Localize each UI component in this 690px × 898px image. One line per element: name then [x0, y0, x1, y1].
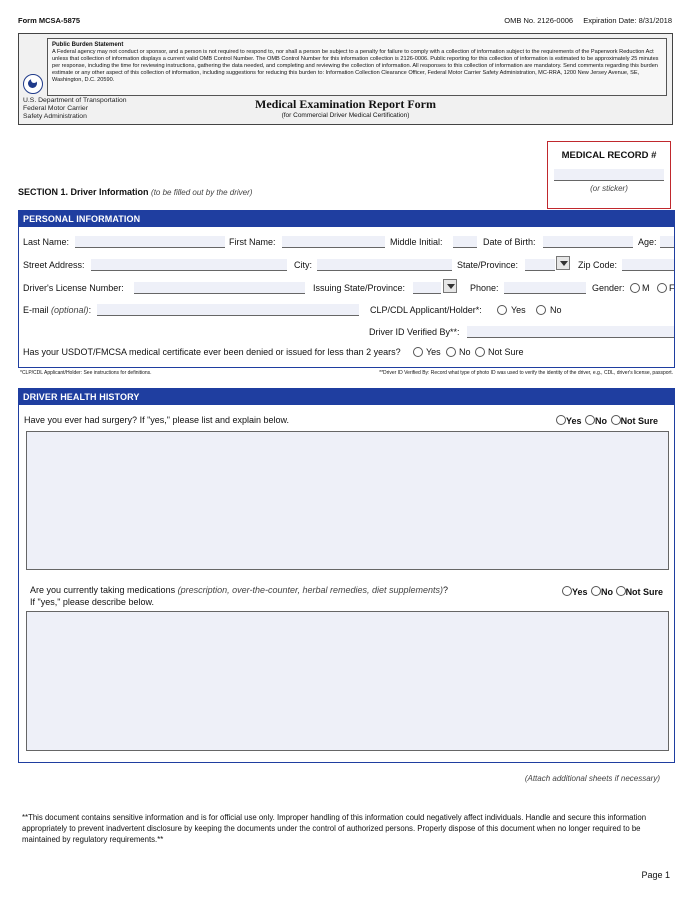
- sticker-note: (or sticker): [590, 184, 628, 193]
- section-1-heading: [18, 187, 252, 197]
- surgery-yes-radio[interactable]: [556, 415, 566, 425]
- driver-id-row: [23, 326, 670, 340]
- form-number: Form MCSA-5875: [18, 16, 81, 25]
- sensitive-information-notice: **This document contains sensitive information and is for official use only. Improper handling of this information could negatively affect individuals. Handle and secure this information appropriately to prevent inadvertent disclosure by keeping the documents under the control of authorized persons. Properly dispose of this document when no longer required to be maintained by regulatory requirements.**: [22, 813, 647, 844]
- medications-yes-radio[interactable]: [562, 586, 572, 596]
- clp-yes-label: Yes: [511, 305, 526, 315]
- driver-id-input[interactable]: [467, 326, 674, 338]
- email-row: [23, 304, 670, 318]
- email-label: [23, 305, 91, 315]
- middle-initial-input[interactable]: [453, 236, 477, 248]
- city-label: City:: [294, 260, 312, 270]
- section-1-title: SECTION 1. Driver Information: [18, 187, 149, 197]
- surgery-options: [556, 415, 658, 426]
- form-subtitle: (for Commercial Driver Medical Certification): [281, 112, 410, 119]
- medications-question-line2: If "yes," please describe below.: [30, 597, 154, 607]
- medications-question-text: Are you currently taking medications: [30, 585, 178, 595]
- page-number: Page 1: [641, 870, 670, 880]
- medications-no-label: No: [601, 587, 614, 597]
- denied-not-sure-label: Not Sure: [488, 347, 524, 357]
- medications-no-radio[interactable]: [591, 586, 601, 596]
- state-select[interactable]: [525, 259, 555, 271]
- medications-not-sure-radio[interactable]: [616, 586, 626, 596]
- personal-footnotes: [18, 370, 675, 378]
- denied-question: Has your USDOT/FMCSA medical certificate ever been denied or issued for less than 2 years?: [23, 347, 401, 357]
- medical-record-title: MEDICAL RECORD #: [561, 150, 657, 161]
- zip-input[interactable]: [622, 259, 674, 271]
- license-label: Driver's License Number:: [23, 283, 124, 293]
- clp-footnote: *CLP/CDL Applicant/Holder: See instructions for definitions.: [20, 370, 152, 376]
- gender-f-label: F: [669, 283, 675, 293]
- surgery-no-radio[interactable]: [585, 415, 595, 425]
- denied-row: [23, 346, 670, 360]
- state-label: State/Province:: [457, 260, 519, 270]
- issuing-state-label: Issuing State/Province:: [313, 283, 406, 293]
- denied-yes-radio[interactable]: [413, 347, 423, 357]
- medical-record-box: [547, 141, 671, 209]
- medications-question-note: (prescription, over-the-counter, herbal remedies, diet supplements): [177, 585, 444, 595]
- form-top-bar: [18, 16, 672, 28]
- issuing-state-select[interactable]: [413, 282, 441, 294]
- expiration-date: Expiration Date: 8/31/2018: [583, 16, 672, 25]
- gender-m-radio[interactable]: [630, 283, 640, 293]
- driver-id-footnote: **Driver ID Verified By: Record what type of photo ID was used to verify the identity of the driver, e.g., CDL, driver's license, passport.: [379, 370, 673, 376]
- first-name-input[interactable]: [282, 236, 385, 248]
- agency-line-3: Safety Administration: [23, 113, 87, 120]
- name-row: [23, 236, 670, 250]
- address-row: [23, 259, 670, 273]
- surgery-not-sure-radio[interactable]: [611, 415, 621, 425]
- clp-no-label: No: [550, 305, 562, 315]
- medications-not-sure-label: Not Sure: [625, 587, 664, 597]
- last-name-input[interactable]: [75, 236, 225, 248]
- first-name-label: First Name:: [229, 237, 276, 247]
- personal-information-panel: [18, 210, 675, 368]
- denied-not-sure-radio[interactable]: [475, 347, 485, 357]
- street-input[interactable]: [91, 259, 287, 271]
- medications-yes-label: Yes: [572, 587, 588, 597]
- driver-health-history-panel: [18, 388, 675, 763]
- age-input[interactable]: [660, 236, 674, 248]
- phone-input[interactable]: [504, 282, 586, 294]
- gender-f-radio[interactable]: [657, 283, 667, 293]
- email-label-text: E-mail: [23, 305, 49, 315]
- middle-initial-label: Middle Initial:: [390, 237, 443, 247]
- omb-number: OMB No. 2126-0006: [504, 16, 574, 25]
- gender-m-label: M: [642, 283, 650, 293]
- denied-no-label: No: [459, 347, 471, 357]
- zip-label: Zip Code:: [578, 260, 618, 270]
- medications-options: [562, 586, 663, 597]
- burden-title: Public Burden Statement: [52, 42, 124, 48]
- gender-label: Gender:: [592, 283, 625, 293]
- burden-text: A Federal agency may not conduct or sponsor, and a person is not required to respond to, nor shall a person be subject to a penalty for failure to comply with a collection of information subject to the requirements of the Paperwork Reduction Act unless that collection of information displays a current valid OMB Control Number. The OMB Control Number for this information collection is 2126-0006. Public reporting for this collection of information is estimated to be approximately 25 minutes per response, including the time for reviewing instructions, gathering the data needed, and completing and reviewing the collection of information. All responses to this collection of information are mandatory. Send comments regarding this burden estimate or any other aspect of this collection of information, including suggestions for reducing this burden to: Information Collection Clearance Officer, Federal Motor Carrier Safety Administration, MC-RRA, 1200 New Jersey Avenue, SE, Washington, D.C. 20590.: [52, 49, 659, 83]
- omb-info: [496, 16, 672, 25]
- last-name-label: Last Name:: [23, 237, 70, 247]
- medications-question-mark: ?: [443, 585, 449, 595]
- agency-line-2: Federal Motor Carrier: [23, 105, 88, 112]
- surgery-no-label: No: [595, 416, 608, 426]
- denied-yes-label: Yes: [426, 347, 441, 357]
- driver-id-label: Driver ID Verified By**:: [369, 327, 460, 337]
- dob-label: Date of Birth:: [483, 237, 536, 247]
- form-title: Medical Examination Report Form: [255, 97, 436, 111]
- surgery-question: Have you ever had surgery? If "yes," please list and explain below.: [24, 415, 290, 425]
- city-input[interactable]: [317, 259, 452, 271]
- state-dropdown-icon[interactable]: [556, 256, 570, 270]
- surgery-not-sure-label: Not Sure: [620, 416, 659, 426]
- issuing-state-dropdown-icon[interactable]: [443, 279, 457, 293]
- dob-input[interactable]: [543, 236, 633, 248]
- clp-no-radio[interactable]: [536, 305, 546, 315]
- phone-label: Phone:: [470, 283, 499, 293]
- medications-question: [30, 584, 448, 608]
- license-row: [23, 282, 675, 296]
- email-optional-note: (optional): [51, 305, 89, 315]
- attach-sheets-note: (Attach additional sheets if necessary): [524, 774, 660, 783]
- public-burden-statement: [47, 38, 667, 96]
- denied-no-radio[interactable]: [446, 347, 456, 357]
- form-header: [18, 33, 673, 125]
- surgery-explanation-textarea[interactable]: [26, 431, 669, 570]
- driver-health-history-heading: DRIVER HEALTH HISTORY: [19, 389, 674, 405]
- email-label-colon: :: [88, 305, 92, 315]
- clp-label: CLP/CDL Applicant/Holder*:: [370, 305, 482, 315]
- license-input[interactable]: [134, 282, 305, 294]
- section-1-note: (to be filled out by the driver): [151, 188, 253, 197]
- surgery-yes-label: Yes: [566, 416, 582, 426]
- clp-yes-radio[interactable]: [497, 305, 507, 315]
- medications-description-textarea[interactable]: [26, 611, 669, 751]
- street-label: Street Address:: [23, 260, 85, 270]
- medical-record-input[interactable]: [554, 169, 664, 181]
- agency-line-1: U.S. Department of Transportation: [23, 97, 127, 104]
- personal-information-heading: PERSONAL INFORMATION: [19, 211, 674, 227]
- dot-logo-icon: [23, 74, 43, 94]
- age-label: Age:: [638, 237, 657, 247]
- email-input[interactable]: [97, 304, 359, 316]
